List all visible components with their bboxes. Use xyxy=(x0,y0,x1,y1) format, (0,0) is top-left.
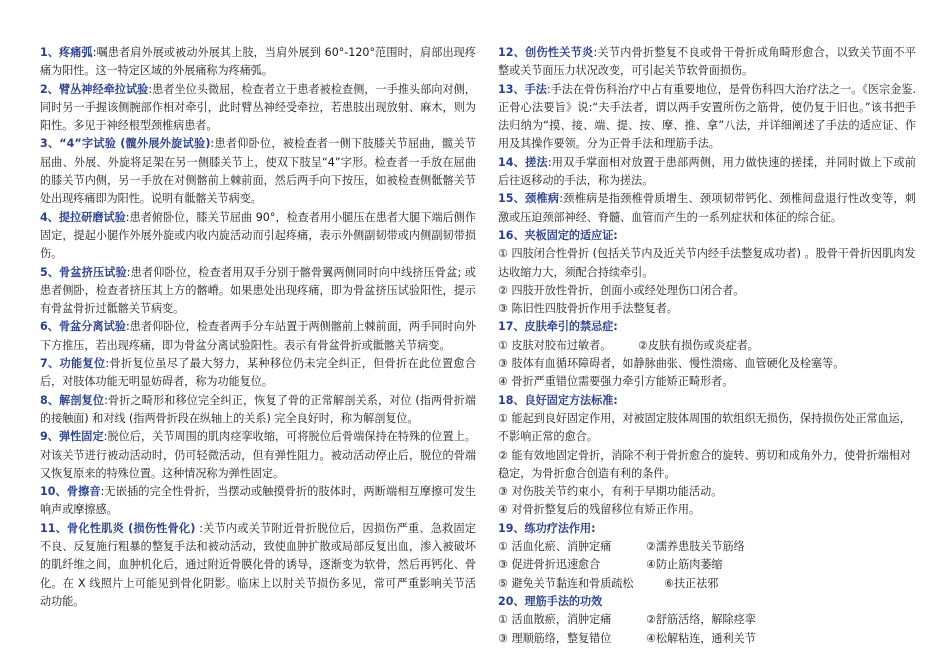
entry-body: :患者俯卧位，膝关节屈曲 90°，检查者用小腿压在患者大腿下端后侧作固定，提起小腿作外展外旋或内收内旋活动而引起疼痛，表示外侧副韧带或内侧副韧带损伤。 xyxy=(40,210,476,261)
entry-title: 12、创伤性关节炎 xyxy=(498,46,594,59)
entry-body: :嘱患者肩外展或被动外展其上肢，当肩外展到 60°-120°范围时，肩部出现疼痛为阳性。这一特定区域的外展痛称为疼痛弧。 xyxy=(40,46,476,78)
entry-3 xyxy=(40,135,476,208)
entry-2 xyxy=(40,81,476,136)
entry-title: 4、提拉研磨试验 xyxy=(40,210,126,224)
entry-title: 5、骨盆挤压试验 xyxy=(40,265,127,279)
entry-title: 1、疼痛弧 xyxy=(40,46,93,59)
list-item: ⑥扶正祛邪 xyxy=(664,576,719,590)
list-item: ② 能有效地固定骨折，消除不利于骨折愈合的旋转、剪切和成角外力，使骨折端相对稳定，为骨折愈合创造有利的条件。 xyxy=(498,448,911,480)
entry-body: :患者仰卧位，被检查者一侧下肢膝关节屈曲，髋关节屈曲、外展、外旋将足架在另一侧膝关节上，使双下肢呈“4”字形。检查者一手放在屈曲的膝关节内侧，另一手放在对侧髂前上棘前面，然后两手向下按压，如被检查侧骶髂关节处出现疼痛即为阳性。说明有骶髂关节病变。 xyxy=(40,137,476,206)
entry-body: :患者坐位头微屈，检查者立于患者被检查侧，一手推头部向对侧，同时另一手握该侧腕部作相对牵引，此时臂丛神经受牵拉，若患肢出现放射、麻木，则为阳性。多见于神经根型颈椎病患者。 xyxy=(40,82,476,133)
entry-13 xyxy=(498,81,916,154)
list-item: ④ 骨折严重错位需要强力牵引方能矫正畸形者。 xyxy=(498,375,734,389)
list-item: ① 活血化瘀、消肿定痛 xyxy=(498,540,612,554)
entry-title: 9、弹性固定 xyxy=(40,430,104,444)
list-item: ③ 促进骨折迅速愈合 xyxy=(498,558,601,572)
list-row xyxy=(498,611,916,629)
entry-body: :无嵌插的完全性骨折，当摆动或触摸骨折的肢体时，两断端相互摩擦可发生响声或摩擦感。 xyxy=(40,485,476,517)
entry-body: :用双手掌面相对放置于患部两侧，用力做快速的搓揉，并同时做上下或前后往返移动的手法，称为搓法。 xyxy=(498,155,916,188)
section-20-title: 20、理筋手法的功效 xyxy=(498,594,603,608)
entry-title: 7、功能复位 xyxy=(40,357,106,371)
list-item: ④ 对骨折整复后的残留移位有矫正作用。 xyxy=(498,503,701,517)
list-row xyxy=(498,337,916,355)
entry-body: :脱位后，关节周围的肌肉痉挛收缩，可将脱位后骨端保持在特殊的位置上。对该关节进行被动活动时，仍可轻微活动，但有弹性阻力。被动活动停止后，脱位的骨端又恢复原来的特殊位置。这种情况称为弹性固定。 xyxy=(40,430,476,480)
list-item: ① 能起到良好固定作用，对被固定肢体周围的软组织无损伤，保持损伤处正常血运，不影响正常的愈合。 xyxy=(498,411,911,444)
entry-4 xyxy=(40,209,476,264)
entry-11 xyxy=(40,520,476,611)
section-18-title: 18、良好固定方法标准: xyxy=(498,393,618,407)
entry-5 xyxy=(40,264,476,319)
entry-title: 6、骨盆分离试验 xyxy=(40,320,126,334)
section-17-title: 17、皮肤牵引的禁忌症: xyxy=(498,320,618,334)
entry-body: :关节内骨折整复不良或骨干骨折成角畸形愈合，以致关节面不平整或关节面压力状况改变，可引起关节软骨面损伤。 xyxy=(498,46,916,78)
section-19-title: 19、练功疗法作用: xyxy=(498,521,596,535)
entry-body: :患者仰卧位，检查者两手分车站置于两侧髂前上棘前面，两手同时向外下方推压，若出现疼痛，即为骨盆分离试验阳性。表示有骨盆骨折或骶髂关节病变。 xyxy=(40,320,476,352)
list-item: ③ 陈旧性四肢骨折作用手法整复者。 xyxy=(498,302,678,316)
list-item: ③ 理顺筋络，整复错位 xyxy=(498,631,612,645)
entry-title: 8、解剖复位 xyxy=(40,393,105,407)
right-column xyxy=(498,44,916,648)
left-column xyxy=(40,44,476,611)
list-item: ③ 对伤肢关节约束小，有利于早期功能活动。 xyxy=(498,485,723,499)
entry-body: :关节内或关节附近骨折脱位后，因损伤严重、急救固定不良、反复施行粗暴的整复手法和被动活动，致使血肿扩散或局部反复出血，渗入被破坏的肌纤维之间，血肿机化后，通过附近骨膜化骨的诱导，逐渐变为软骨，然后再钙化、骨化。在 X 线照片上可能见到骨化阴影。临床上以肘关节损伤多见，常可严重影响关节活动功能。 xyxy=(40,521,476,608)
list-item: ②皮肤有损伤或炎症者。 xyxy=(638,338,759,352)
entry-title: 11、骨化性肌炎 (损伤性骨化) xyxy=(40,521,196,535)
list-item: ① 活血散瘀，消肿定痛 xyxy=(498,613,612,627)
list-item: ③ 肢体有血循环障碍者，如静脉曲张、慢性溃疡、血管硬化及栓塞等。 xyxy=(498,357,845,371)
list-item: ②濡养患肢关节筋络 xyxy=(646,540,745,554)
entry-6 xyxy=(40,318,476,355)
list-item: ④松解粘连，通利关节 xyxy=(646,631,756,645)
list-item: ② 四肢开放性骨折，创面小或经处理伤口闭合者。 xyxy=(498,283,745,297)
entry-body: :患者仰卧位，检查者用双手分别于髂骨翼两侧同时向中线挤压骨盆; 或患者侧卧，检查者挤压其上方的髂嵴。如果患处出现疼痛，即为骨盆挤压试验阳性，提示有骨盆骨折过骶髂关节病变。 xyxy=(40,265,476,316)
list-row xyxy=(498,556,916,574)
list-item: ① 四肢闭合性骨折 (包括关节内及近关节内经手法整复成功者) 。股骨干骨折因肌肉发达收缩力大，须配合持续牵引。 xyxy=(498,247,916,279)
entry-12 xyxy=(498,44,916,81)
entry-title: 10、骨擦音 xyxy=(40,485,101,499)
entry-body: :骨折之畸形和移位完全纠正，恢复了骨的正常解剖关系，对位 (指两骨折端的接触面) 和对线 (指两骨折段在纵轴上的关系) 完全良好时，称为解剖复位。 xyxy=(40,393,476,425)
entry-title: 3、“4”字试验 (髋外展外旋试验) xyxy=(40,137,211,151)
entry-title: 15、颈椎病 xyxy=(498,192,560,206)
list-row xyxy=(498,630,916,648)
entry-body: :手法在骨伤科治疗中占有重要地位，是骨伤科四大治疗法之一。《医宗金鉴.正骨心法要旨》说:“夫手法者，谓以两手安置所伤之筋骨，使仍复于旧也。”该书把手法归纳为“摸、接、端、提、按、摩、推、拿”八法，并详细阐述了手法的适应证、作用及其操作要领。分为正骨手法和理筋手法。 xyxy=(498,82,916,151)
entry-title: 2、臂丛神经牵拉试验 xyxy=(40,82,149,96)
entry-1 xyxy=(40,44,476,81)
entry-7 xyxy=(40,355,476,392)
entry-9 xyxy=(40,428,476,483)
entry-8 xyxy=(40,392,476,429)
list-item: ⑤ 避免关节黏连和骨质疏松 xyxy=(498,576,634,590)
section-16-title: 16、夹板固定的适应证: xyxy=(498,228,618,242)
list-row xyxy=(498,575,916,593)
list-item: ① 皮肤对胶布过敏者。 xyxy=(498,338,612,352)
entry-15 xyxy=(498,190,916,227)
entry-body: :颈椎病是指颈椎骨质增生、颈项韧带钙化、颈椎间盘退行性改变等，刺激或压迫颈部神经、脊髓、血管而产生的一系列症状和体征的综合征。 xyxy=(498,192,916,224)
list-item: ②舒筋活络，解除痉挛 xyxy=(646,613,756,627)
list-row xyxy=(498,538,916,556)
entry-body: :骨折复位虽尽了最大努力，某种移位仍未完全纠正，但骨折在此位置愈合后，对肢体功能无明显妨碍者，称为功能复位。 xyxy=(40,357,476,389)
entry-title: 13、手法 xyxy=(498,82,547,96)
entry-title: 14、搓法 xyxy=(498,155,548,169)
list-item: ④防止筋肉萎缩 xyxy=(646,558,723,572)
entry-14 xyxy=(498,154,916,191)
entry-10 xyxy=(40,483,476,520)
